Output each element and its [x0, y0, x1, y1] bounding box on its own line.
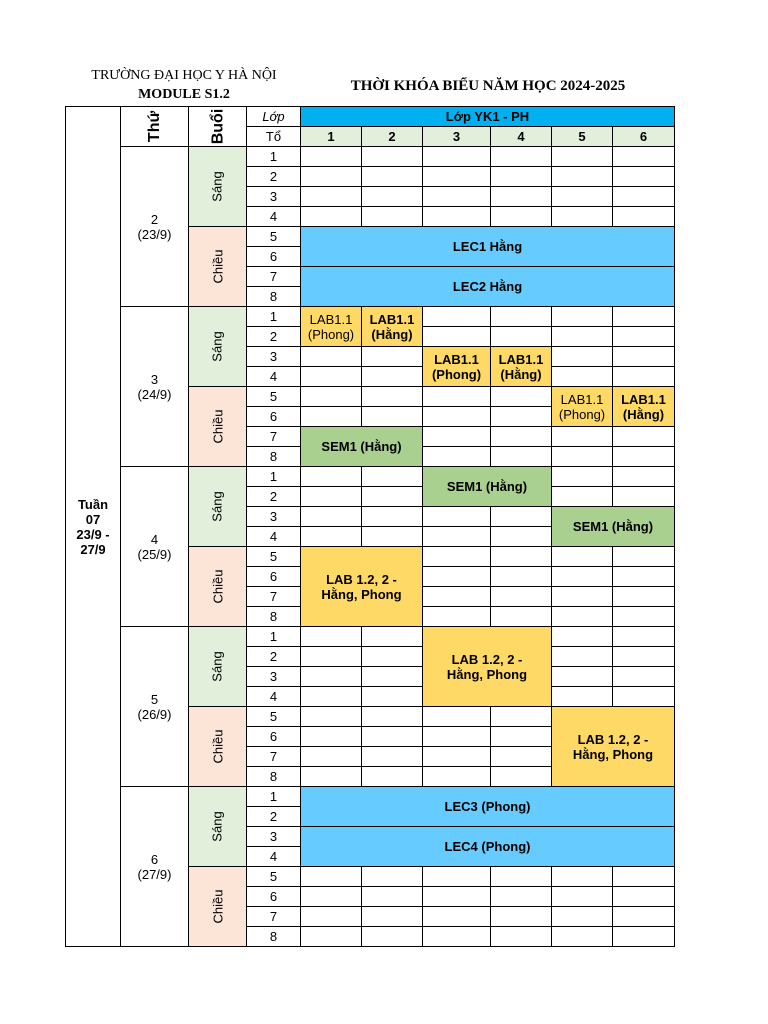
period-number: 1 — [247, 787, 301, 807]
session-sang: Sáng — [189, 147, 247, 227]
group-header: 1 — [301, 127, 362, 147]
period-number: 8 — [247, 927, 301, 947]
period-number: 5 — [247, 387, 301, 407]
header-to: Tổ — [247, 127, 301, 147]
group-header: 5 — [552, 127, 613, 147]
period-number: 3 — [247, 667, 301, 687]
period-number: 5 — [247, 867, 301, 887]
period-number: 2 — [247, 807, 301, 827]
period-number: 4 — [247, 847, 301, 867]
period-number: 8 — [247, 607, 301, 627]
group-header: 2 — [362, 127, 423, 147]
period-number: 8 — [247, 447, 301, 467]
event-lab11-phong: LAB1.1 (Phong) — [423, 347, 491, 387]
period-number: 4 — [247, 527, 301, 547]
period-number: 6 — [247, 727, 301, 747]
event-lab11-hang: LAB1.1 (Hằng) — [491, 347, 552, 387]
day-label: 5 (26/9) — [121, 627, 189, 787]
period-number: 1 — [247, 467, 301, 487]
event-sem1: SEM1 (Hằng) — [301, 427, 423, 467]
period-number: 5 — [247, 227, 301, 247]
day-label: 2 (23/9) — [121, 147, 189, 307]
event-lab12: LAB 1.2, 2 - Hằng, Phong — [423, 627, 552, 707]
period-number: 1 — [247, 307, 301, 327]
period-number: 3 — [247, 827, 301, 847]
period-number: 5 — [247, 707, 301, 727]
session-sang: Sáng — [189, 307, 247, 387]
day-label: 6 (27/9) — [121, 787, 189, 947]
period-number: 1 — [247, 147, 301, 167]
day-label: 3 (24/9) — [121, 307, 189, 467]
period-number: 6 — [247, 567, 301, 587]
event-lab11-phong: LAB1.1 (Phong) — [552, 387, 613, 427]
period-number: 2 — [247, 487, 301, 507]
period-number: 8 — [247, 287, 301, 307]
session-chieu: Chiều — [189, 867, 247, 947]
period-number: 1 — [247, 627, 301, 647]
event-lec4: LEC4 (Phong) — [301, 827, 675, 867]
event-sem1: SEM1 (Hằng) — [552, 507, 675, 547]
group-header: 6 — [613, 127, 675, 147]
group-header: 4 — [491, 127, 552, 147]
event-lab11-phong: LAB1.1 (Phong) — [301, 307, 362, 347]
period-number: 6 — [247, 247, 301, 267]
period-number: 2 — [247, 167, 301, 187]
period-number: 3 — [247, 187, 301, 207]
period-number: 8 — [247, 767, 301, 787]
module-name: MODULE S1.2 — [138, 87, 230, 102]
period-number: 6 — [247, 887, 301, 907]
session-sang: Sáng — [189, 787, 247, 867]
event-lab12: LAB 1.2, 2 - Hằng, Phong — [552, 707, 675, 787]
session-sang: Sáng — [189, 627, 247, 707]
period-number: 5 — [247, 547, 301, 567]
class-name-header: Lớp YK1 - PH — [301, 107, 675, 127]
period-number: 4 — [247, 207, 301, 227]
event-lec3: LEC3 (Phong) — [301, 787, 675, 827]
event-lab11-hang: LAB1.1 (Hằng) — [613, 387, 675, 427]
event-sem1: SEM1 (Hằng) — [423, 467, 552, 507]
period-number: 3 — [247, 507, 301, 527]
period-number: 7 — [247, 587, 301, 607]
period-number: 7 — [247, 907, 301, 927]
event-lab11-hang: LAB1.1 (Hằng) — [362, 307, 423, 347]
session-chieu: Chiều — [189, 547, 247, 627]
session-chieu: Chiều — [189, 387, 247, 467]
period-number: 7 — [247, 427, 301, 447]
day-label: 4 (25/9) — [121, 467, 189, 627]
event-lab12: LAB 1.2, 2 - Hằng, Phong — [301, 547, 423, 627]
period-number: 3 — [247, 347, 301, 367]
period-number: 4 — [247, 687, 301, 707]
period-number: 7 — [247, 747, 301, 767]
period-number: 2 — [247, 327, 301, 347]
session-sang: Sáng — [189, 467, 247, 547]
timetable-title: THỜI KHÓA BIỂU NĂM HỌC 2024-2025 — [350, 78, 626, 94]
event-lec2: LEC2 Hằng — [301, 267, 675, 307]
week-cell: Tuần 07 23/9 - 27/9 — [66, 107, 121, 947]
header-lop: Lớp — [247, 107, 301, 127]
header-thu: Thứ — [121, 107, 189, 147]
group-header: 3 — [423, 127, 491, 147]
period-number: 2 — [247, 647, 301, 667]
event-lec1: LEC1 Hằng — [301, 227, 675, 267]
header-buoi: Buổi — [189, 107, 247, 147]
period-number: 7 — [247, 267, 301, 287]
session-chieu: Chiều — [189, 227, 247, 307]
school-name: TRƯỜNG ĐẠI HỌC Y HÀ NỘI — [91, 68, 277, 83]
period-number: 4 — [247, 367, 301, 387]
period-number: 6 — [247, 407, 301, 427]
timetable — [65, 106, 675, 947]
session-chieu: Chiều — [189, 707, 247, 787]
